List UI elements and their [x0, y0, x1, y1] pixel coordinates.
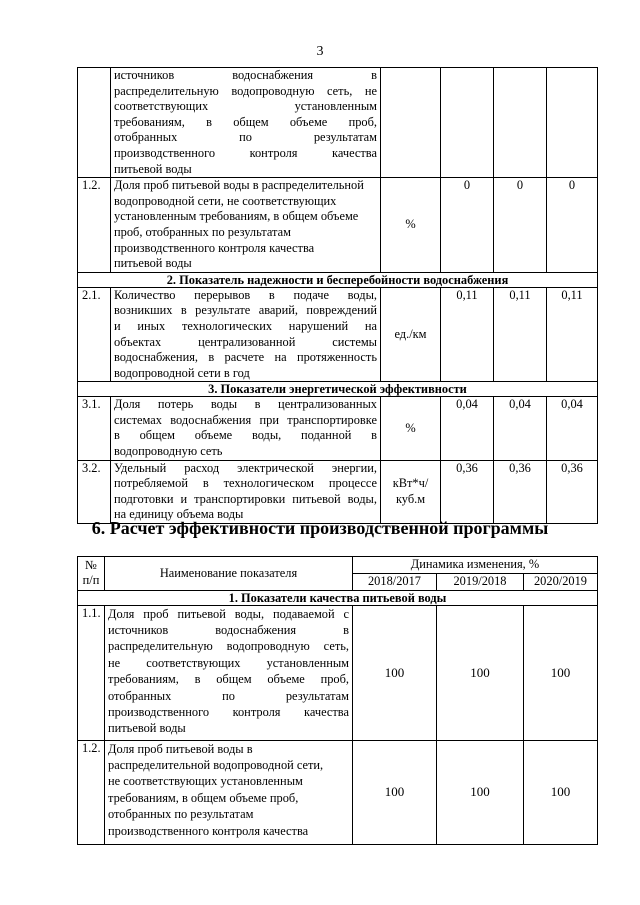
- indicator-name-cell: [111, 397, 381, 460]
- value-cell: 0,36: [547, 460, 598, 523]
- indicator-name-cell: [111, 460, 381, 523]
- table-row: [78, 287, 598, 382]
- text-line: подготовки и транспортировки питьевой воды,: [114, 491, 377, 506]
- text-line: требованиям, в общем объеме проб,: [108, 790, 299, 805]
- row-number-cell: [78, 68, 111, 178]
- value-cell: [441, 68, 494, 178]
- text-line: питьевой воды: [114, 256, 192, 271]
- text-line: производственного контроля качества: [108, 823, 309, 838]
- value-cell: 100: [524, 605, 598, 740]
- indicator-name-cell: [111, 287, 381, 382]
- section-title: 2. Показатель надежности и бесперебойности водоснабжения: [78, 272, 598, 287]
- table-row: [78, 397, 598, 460]
- text-line: не соответствующих установленным: [108, 774, 303, 789]
- value-cell: 0: [441, 178, 494, 273]
- row-number: 1.1.: [78, 605, 105, 740]
- text-line: производственного контроля качества: [114, 240, 315, 255]
- text-line: в общем объеме воды, поданной в: [114, 428, 377, 443]
- unit-cell: ед./км: [381, 287, 441, 382]
- value-cell: 0,04: [547, 397, 598, 460]
- text-line: установленным требованиям, в общем объеме: [114, 209, 359, 224]
- row-number: 2.1.: [78, 287, 111, 382]
- section-title: 1. Показатели качества питьевой воды: [78, 590, 598, 605]
- text-line: объектах централизованной системы: [114, 334, 377, 349]
- unit-line: куб.м: [395, 491, 426, 506]
- text-line: Доля проб питьевой воды в распределительной: [114, 178, 364, 193]
- text-line: и иных технологических нарушений на: [114, 318, 377, 333]
- text-line: отобранных по результатам: [108, 688, 349, 703]
- text-line: на единицу объема воды: [114, 507, 244, 522]
- text-line: Удельный расход электрической энергии,: [114, 460, 377, 475]
- text-line: водопроводной сети в год: [114, 365, 250, 380]
- value-cell: 0,11: [494, 287, 547, 382]
- text-line: требованиям, в общем объеме проб,: [108, 672, 349, 687]
- year-header: 2020/2019: [524, 574, 598, 591]
- efficiency-table: [77, 556, 598, 845]
- table-row: [78, 460, 598, 523]
- text-line: Доля потерь воды в централизованных: [114, 397, 377, 412]
- section-row: [78, 382, 598, 397]
- value-cell: 100: [437, 605, 524, 740]
- text-line: возникших в результате аварий, повреждений: [114, 303, 377, 318]
- value-cell: 100: [437, 740, 524, 844]
- value-cell: 0,11: [441, 287, 494, 382]
- text-line: проб, отобранных по результатам: [114, 224, 291, 239]
- unit-line: кВт*ч/: [392, 476, 429, 491]
- indicator-name-cell: [105, 740, 353, 844]
- value-cell: 0,04: [441, 397, 494, 460]
- header-row: [78, 557, 598, 574]
- dynamics-header: Динамика изменения, %: [353, 557, 598, 574]
- text-line: питьевой воды: [114, 161, 192, 176]
- value-cell: 0: [547, 178, 598, 273]
- unit-cell: %: [381, 178, 441, 273]
- num-header-line: №: [85, 557, 97, 572]
- text-line: Доля проб питьевой воды, подаваемой с: [108, 606, 349, 621]
- indicator-name-cell: [105, 605, 353, 740]
- value-cell: 100: [353, 740, 437, 844]
- row-number: 1.2.: [78, 178, 111, 273]
- num-header: [78, 557, 105, 591]
- text-line: отобранных по результатам: [114, 130, 377, 145]
- indicator-name-cell: [111, 178, 381, 273]
- text-line: водоснабжения, в расчете на протяженность: [114, 350, 377, 365]
- text-line: не соответствующих установленным: [108, 655, 349, 670]
- indicator-name-cell: [111, 68, 381, 178]
- text-line: источников водоснабжения в: [114, 68, 377, 82]
- text-line: Доля проб питьевой воды в: [108, 741, 253, 756]
- section-heading: 6. Расчет эффективности производственной программы: [91, 518, 549, 538]
- text-line: водопроводную сеть: [114, 444, 223, 459]
- text-line: распределительной водопроводной сети,: [108, 758, 324, 772]
- name-header: Наименование показателя: [105, 557, 353, 591]
- indicators-table: [77, 67, 598, 524]
- text-line: производственного контроля качества: [108, 705, 349, 720]
- text-line: соответствующих установленным: [114, 99, 377, 114]
- value-cell: [547, 68, 598, 178]
- num-header-line: п/п: [82, 573, 100, 588]
- table-row: [78, 740, 598, 844]
- row-number: 3.1.: [78, 397, 111, 460]
- value-cell: 100: [524, 740, 598, 844]
- text-line: источников водоснабжения в: [108, 623, 349, 637]
- text-line: потребляемой в технологическом процессе: [114, 476, 377, 491]
- value-cell: [494, 68, 547, 178]
- section-row: [78, 590, 598, 605]
- value-cell: 0,36: [494, 460, 547, 523]
- row-number: 3.2.: [78, 460, 111, 523]
- page-number: 3: [316, 44, 324, 59]
- unit-cell: [381, 460, 441, 523]
- row-number: 1.2.: [78, 740, 105, 844]
- table-row: [78, 605, 598, 740]
- text-line: питьевой воды: [108, 721, 186, 736]
- text-line: требованиям, в общем объеме проб,: [114, 114, 377, 129]
- value-cell: 0,36: [441, 460, 494, 523]
- value-cell: 100: [353, 605, 437, 740]
- text-line: распределительную водопроводную сеть, не: [114, 83, 377, 98]
- table-row: [78, 68, 598, 178]
- value-cell: 0,11: [547, 287, 598, 382]
- value-cell: 0: [494, 178, 547, 273]
- unit-cell: %: [381, 397, 441, 460]
- text-line: системах водоснабжения при транспортировке: [114, 412, 377, 427]
- year-header: 2019/2018: [437, 574, 524, 591]
- year-header: 2018/2017: [353, 574, 437, 591]
- text-line: Количество перерывов в подаче воды,: [114, 287, 377, 302]
- value-cell: 0,04: [494, 397, 547, 460]
- unit-cell: [381, 68, 441, 178]
- section-row: [78, 272, 598, 287]
- table-row: [78, 178, 598, 273]
- section-title: 3. Показатели энергетической эффективности: [78, 382, 598, 397]
- text-line: производственного контроля качества: [114, 145, 377, 160]
- text-line: распределительную водопроводную сеть,: [108, 639, 349, 654]
- text-line: водопроводной сети, не соответствующих: [114, 193, 337, 208]
- text-line: отобранных по результатам: [108, 807, 254, 822]
